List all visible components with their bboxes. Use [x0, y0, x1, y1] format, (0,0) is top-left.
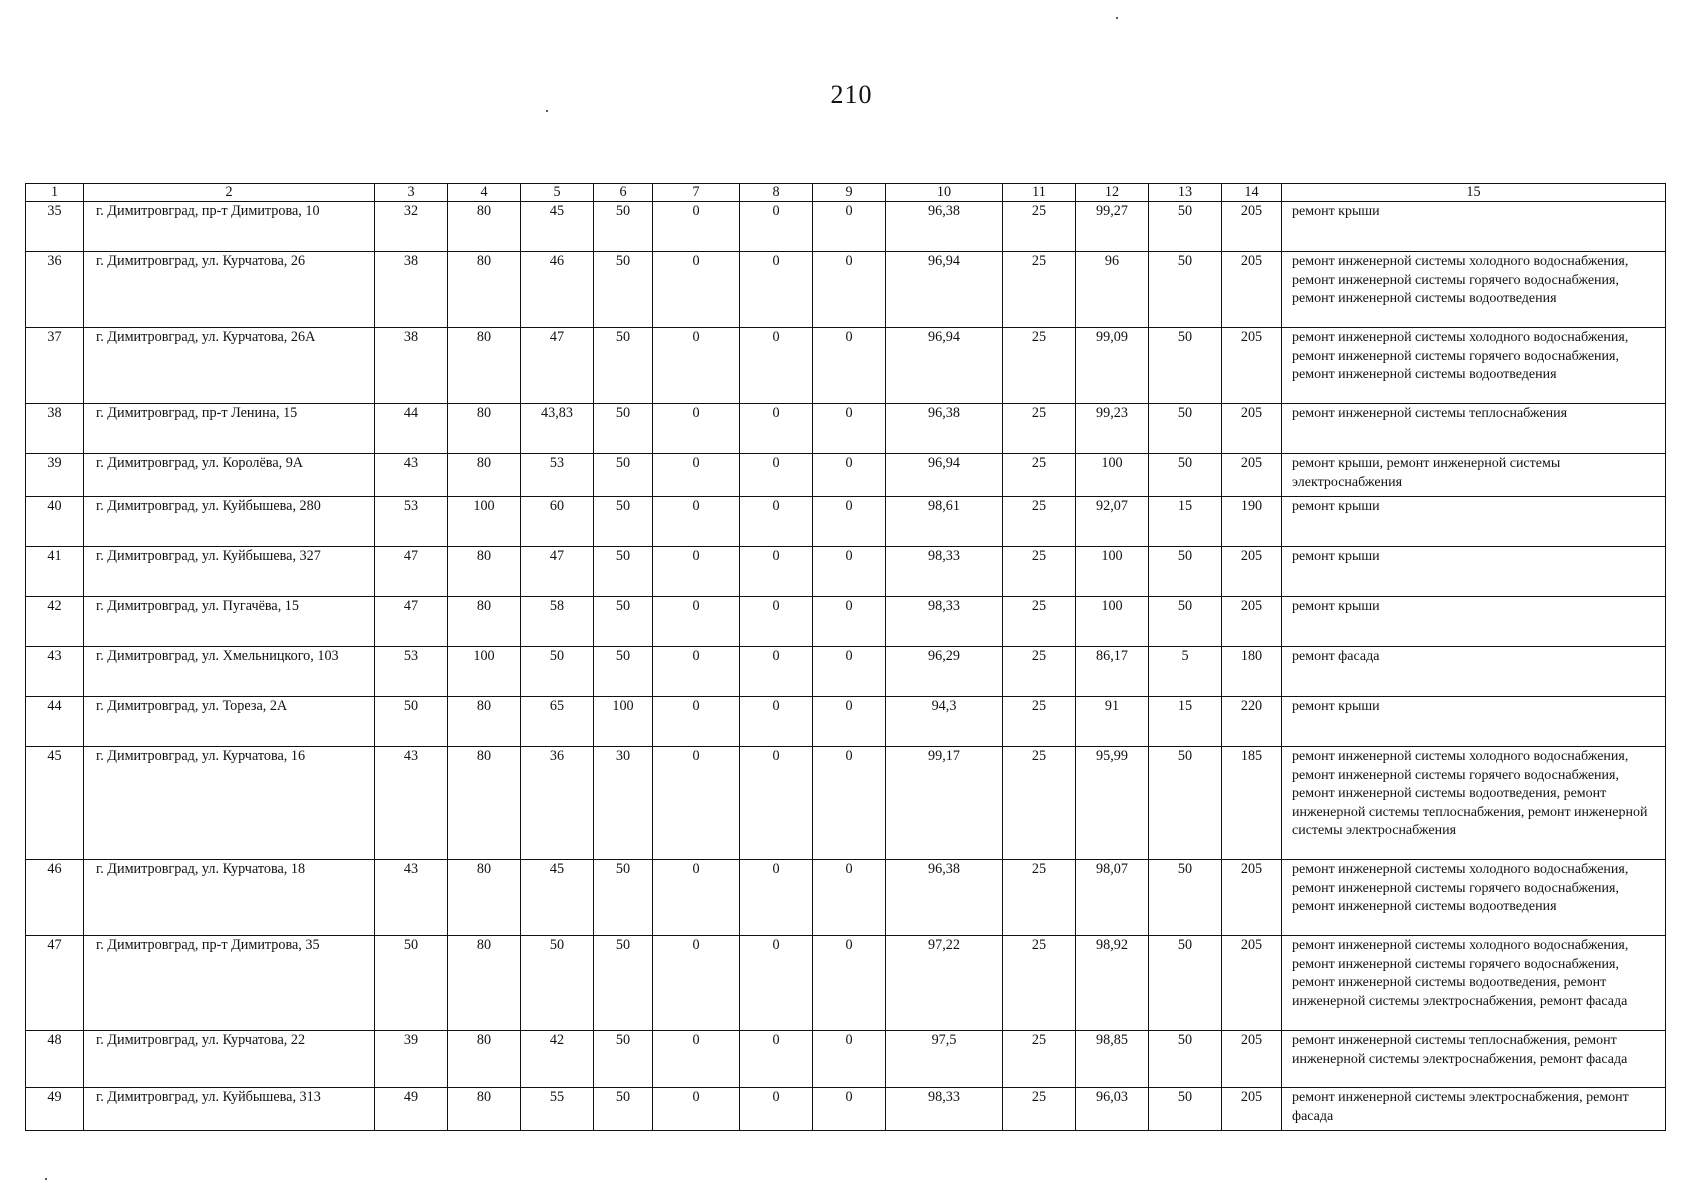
value-cell: 50: [594, 647, 653, 697]
value-cell: 50: [594, 497, 653, 547]
value-cell: 80: [448, 547, 521, 597]
value-cell: 0: [740, 647, 813, 697]
value-cell: 96,94: [886, 454, 1003, 497]
column-header: 14: [1222, 184, 1282, 202]
works-cell: ремонт крыши: [1282, 497, 1666, 547]
value-cell: 0: [813, 404, 886, 454]
value-cell: 50: [594, 328, 653, 404]
table-header: [26, 184, 1666, 202]
address-cell: г. Димитровград, ул. Курчатова, 18: [84, 860, 375, 936]
address-cell: г. Димитровград, ул. Курчатова, 16: [84, 747, 375, 860]
value-cell: 50: [594, 936, 653, 1031]
value-cell: 50: [594, 547, 653, 597]
value-cell: 100: [1076, 454, 1149, 497]
works-cell: ремонт крыши, ремонт инженерной системы электроснабжения: [1282, 454, 1666, 497]
value-cell: 98,33: [886, 597, 1003, 647]
scan-speck: [546, 110, 548, 112]
total-cell: 180: [1222, 647, 1282, 697]
row-number: 42: [26, 597, 84, 647]
value-cell: 47: [521, 547, 594, 597]
value-cell: 99,23: [1076, 404, 1149, 454]
value-cell: 0: [653, 497, 740, 547]
value-cell: 98,92: [1076, 936, 1149, 1031]
value-cell: 0: [813, 747, 886, 860]
value-cell: 43: [375, 747, 448, 860]
works-cell: ремонт крыши: [1282, 202, 1666, 252]
row-number: 35: [26, 202, 84, 252]
row-number: 38: [26, 404, 84, 454]
value-cell: 50: [1149, 454, 1222, 497]
value-cell: 92,07: [1076, 497, 1149, 547]
address-cell: г. Димитровград, ул. Тореза, 2А: [84, 697, 375, 747]
value-cell: 25: [1003, 454, 1076, 497]
value-cell: 25: [1003, 404, 1076, 454]
total-cell: 205: [1222, 328, 1282, 404]
value-cell: 0: [740, 328, 813, 404]
value-cell: 0: [813, 1088, 886, 1131]
value-cell: 80: [448, 202, 521, 252]
value-cell: 0: [653, 252, 740, 328]
value-cell: 98,33: [886, 1088, 1003, 1131]
value-cell: 0: [740, 202, 813, 252]
value-cell: 96: [1076, 252, 1149, 328]
table-row: [26, 936, 1666, 1031]
works-cell: ремонт инженерной системы теплоснабжения, ремонт инженерной системы электроснабжения, ремонт фасада: [1282, 1031, 1666, 1088]
table-row: [26, 547, 1666, 597]
value-cell: 100: [448, 647, 521, 697]
row-number: 46: [26, 860, 84, 936]
value-cell: 0: [813, 597, 886, 647]
value-cell: 98,33: [886, 547, 1003, 597]
value-cell: 50: [1149, 747, 1222, 860]
value-cell: 50: [375, 697, 448, 747]
value-cell: 50: [1149, 1031, 1222, 1088]
table-row: [26, 252, 1666, 328]
row-number: 40: [26, 497, 84, 547]
value-cell: 0: [653, 328, 740, 404]
value-cell: 58: [521, 597, 594, 647]
total-cell: 205: [1222, 1088, 1282, 1131]
row-number: 48: [26, 1031, 84, 1088]
value-cell: 47: [375, 597, 448, 647]
row-number: 43: [26, 647, 84, 697]
value-cell: 98,85: [1076, 1031, 1149, 1088]
works-cell: ремонт инженерной системы холодного водоснабжения, ремонт инженерной системы горячего водоснабжения, ремонт инженерной системы водоотведения: [1282, 860, 1666, 936]
value-cell: 80: [448, 747, 521, 860]
value-cell: 96,38: [886, 404, 1003, 454]
total-cell: 205: [1222, 936, 1282, 1031]
column-header: 8: [740, 184, 813, 202]
value-cell: 0: [653, 547, 740, 597]
total-cell: 205: [1222, 202, 1282, 252]
table-row: [26, 747, 1666, 860]
total-cell: 205: [1222, 547, 1282, 597]
register-table: [25, 183, 1666, 1131]
value-cell: 80: [448, 1088, 521, 1131]
value-cell: 99,17: [886, 747, 1003, 860]
works-cell: ремонт крыши: [1282, 697, 1666, 747]
value-cell: 0: [653, 860, 740, 936]
total-cell: 205: [1222, 597, 1282, 647]
row-number: 49: [26, 1088, 84, 1131]
row-number: 41: [26, 547, 84, 597]
value-cell: 0: [740, 860, 813, 936]
value-cell: 44: [375, 404, 448, 454]
value-cell: 50: [1149, 328, 1222, 404]
value-cell: 0: [653, 202, 740, 252]
value-cell: 0: [740, 597, 813, 647]
value-cell: 65: [521, 697, 594, 747]
value-cell: 53: [521, 454, 594, 497]
address-cell: г. Димитровград, ул. Куйбышева, 280: [84, 497, 375, 547]
address-cell: г. Димитровград, пр-т Ленина, 15: [84, 404, 375, 454]
value-cell: 32: [375, 202, 448, 252]
column-header: 6: [594, 184, 653, 202]
value-cell: 15: [1149, 497, 1222, 547]
works-cell: ремонт инженерной системы холодного водоснабжения, ремонт инженерной системы горячего водоснабжения, ремонт инженерной системы водоотведения, ремонт инженерной системы теплоснабжения, ремонт инженерной системы электроснабжения: [1282, 747, 1666, 860]
value-cell: 80: [448, 328, 521, 404]
value-cell: 98,07: [1076, 860, 1149, 936]
value-cell: 0: [813, 697, 886, 747]
value-cell: 0: [653, 1031, 740, 1088]
table-row: [26, 404, 1666, 454]
value-cell: 47: [375, 547, 448, 597]
column-header: 7: [653, 184, 740, 202]
table-row: [26, 597, 1666, 647]
total-cell: 205: [1222, 404, 1282, 454]
value-cell: 50: [521, 647, 594, 697]
total-cell: 190: [1222, 497, 1282, 547]
value-cell: 49: [375, 1088, 448, 1131]
value-cell: 53: [375, 647, 448, 697]
value-cell: 98,61: [886, 497, 1003, 547]
column-header: 10: [886, 184, 1003, 202]
row-number: 39: [26, 454, 84, 497]
value-cell: 0: [653, 454, 740, 497]
page-number: 210: [830, 80, 873, 109]
value-cell: 100: [448, 497, 521, 547]
value-cell: 50: [594, 454, 653, 497]
value-cell: 50: [1149, 404, 1222, 454]
value-cell: 0: [740, 404, 813, 454]
value-cell: 15: [1149, 697, 1222, 747]
column-header: 9: [813, 184, 886, 202]
works-cell: ремонт инженерной системы холодного водоснабжения, ремонт инженерной системы горячего водоснабжения, ремонт инженерной системы водоотведения: [1282, 252, 1666, 328]
value-cell: 0: [740, 747, 813, 860]
address-cell: г. Димитровград, ул. Курчатова, 26А: [84, 328, 375, 404]
works-cell: ремонт крыши: [1282, 547, 1666, 597]
value-cell: 80: [448, 936, 521, 1031]
value-cell: 25: [1003, 547, 1076, 597]
row-number: 45: [26, 747, 84, 860]
value-cell: 25: [1003, 860, 1076, 936]
total-cell: 205: [1222, 860, 1282, 936]
address-cell: г. Димитровград, ул. Королёва, 9А: [84, 454, 375, 497]
column-header: 12: [1076, 184, 1149, 202]
value-cell: 0: [813, 252, 886, 328]
table-row: [26, 1088, 1666, 1131]
value-cell: 0: [740, 454, 813, 497]
value-cell: 0: [653, 404, 740, 454]
value-cell: 96,94: [886, 328, 1003, 404]
value-cell: 0: [740, 1088, 813, 1131]
value-cell: 50: [594, 404, 653, 454]
column-header: 13: [1149, 184, 1222, 202]
column-number-row: [26, 184, 1666, 202]
value-cell: 0: [813, 328, 886, 404]
works-cell: ремонт фасада: [1282, 647, 1666, 697]
table-body: [26, 202, 1666, 1131]
value-cell: 0: [813, 860, 886, 936]
works-cell: ремонт крыши: [1282, 597, 1666, 647]
value-cell: 5: [1149, 647, 1222, 697]
works-cell: ремонт инженерной системы электроснабжения, ремонт фасада: [1282, 1088, 1666, 1131]
value-cell: 50: [594, 597, 653, 647]
value-cell: 80: [448, 404, 521, 454]
value-cell: 25: [1003, 328, 1076, 404]
total-cell: 220: [1222, 697, 1282, 747]
value-cell: 25: [1003, 1088, 1076, 1131]
value-cell: 50: [594, 860, 653, 936]
value-cell: 0: [813, 647, 886, 697]
value-cell: 0: [813, 454, 886, 497]
value-cell: 100: [1076, 597, 1149, 647]
value-cell: 0: [740, 497, 813, 547]
value-cell: 0: [653, 747, 740, 860]
value-cell: 0: [740, 697, 813, 747]
table-row: [26, 647, 1666, 697]
value-cell: 86,17: [1076, 647, 1149, 697]
value-cell: 25: [1003, 647, 1076, 697]
scan-speck: [45, 1178, 47, 1180]
value-cell: 60: [521, 497, 594, 547]
value-cell: 36: [521, 747, 594, 860]
address-cell: г. Димитровград, ул. Курчатова, 26: [84, 252, 375, 328]
value-cell: 0: [740, 936, 813, 1031]
works-cell: ремонт инженерной системы холодного водоснабжения, ремонт инженерной системы горячего водоснабжения, ремонт инженерной системы водоотведения, ремонт инженерной системы электроснабжения, ремонт фасада: [1282, 936, 1666, 1031]
value-cell: 25: [1003, 202, 1076, 252]
value-cell: 39: [375, 1031, 448, 1088]
column-header: 4: [448, 184, 521, 202]
value-cell: 50: [1149, 202, 1222, 252]
value-cell: 30: [594, 747, 653, 860]
value-cell: 50: [521, 936, 594, 1031]
value-cell: 94,3: [886, 697, 1003, 747]
column-header: 5: [521, 184, 594, 202]
works-cell: ремонт инженерной системы теплоснабжения: [1282, 404, 1666, 454]
value-cell: 0: [813, 547, 886, 597]
value-cell: 25: [1003, 497, 1076, 547]
total-cell: 205: [1222, 252, 1282, 328]
column-header: 1: [26, 184, 84, 202]
value-cell: 0: [653, 1088, 740, 1131]
value-cell: 25: [1003, 597, 1076, 647]
value-cell: 96,38: [886, 860, 1003, 936]
value-cell: 50: [1149, 252, 1222, 328]
value-cell: 99,09: [1076, 328, 1149, 404]
value-cell: 96,29: [886, 647, 1003, 697]
value-cell: 0: [653, 936, 740, 1031]
address-cell: г. Димитровград, ул. Курчатова, 22: [84, 1031, 375, 1088]
value-cell: 0: [813, 202, 886, 252]
value-cell: 80: [448, 1031, 521, 1088]
value-cell: 0: [813, 936, 886, 1031]
value-cell: 46: [521, 252, 594, 328]
value-cell: 50: [375, 936, 448, 1031]
value-cell: 80: [448, 697, 521, 747]
value-cell: 80: [448, 597, 521, 647]
table-row: [26, 697, 1666, 747]
value-cell: 99,27: [1076, 202, 1149, 252]
table-row: [26, 497, 1666, 547]
value-cell: 38: [375, 328, 448, 404]
value-cell: 100: [1076, 547, 1149, 597]
value-cell: 53: [375, 497, 448, 547]
address-cell: г. Димитровград, ул. Куйбышева, 327: [84, 547, 375, 597]
value-cell: 43,83: [521, 404, 594, 454]
value-cell: 25: [1003, 936, 1076, 1031]
value-cell: 80: [448, 860, 521, 936]
address-cell: г. Димитровград, пр-т Димитрова, 35: [84, 936, 375, 1031]
total-cell: 205: [1222, 1031, 1282, 1088]
value-cell: 0: [740, 1031, 813, 1088]
value-cell: 95,99: [1076, 747, 1149, 860]
value-cell: 0: [653, 647, 740, 697]
value-cell: 25: [1003, 747, 1076, 860]
value-cell: 50: [1149, 547, 1222, 597]
row-number: 47: [26, 936, 84, 1031]
value-cell: 91: [1076, 697, 1149, 747]
table-row: [26, 454, 1666, 497]
value-cell: 50: [1149, 1088, 1222, 1131]
value-cell: 50: [1149, 597, 1222, 647]
column-header: 15: [1282, 184, 1666, 202]
value-cell: 0: [740, 547, 813, 597]
address-cell: г. Димитровград, пр-т Димитрова, 10: [84, 202, 375, 252]
column-header: 2: [84, 184, 375, 202]
scan-speck: [1116, 17, 1118, 19]
column-header: 3: [375, 184, 448, 202]
table-row: [26, 328, 1666, 404]
value-cell: 80: [448, 454, 521, 497]
value-cell: 50: [1149, 860, 1222, 936]
table-row: [26, 1031, 1666, 1088]
value-cell: 25: [1003, 697, 1076, 747]
row-number: 37: [26, 328, 84, 404]
value-cell: 25: [1003, 252, 1076, 328]
value-cell: 97,5: [886, 1031, 1003, 1088]
value-cell: 42: [521, 1031, 594, 1088]
value-cell: 45: [521, 860, 594, 936]
value-cell: 0: [813, 497, 886, 547]
address-cell: г. Димитровград, ул. Хмельницкого, 103: [84, 647, 375, 697]
value-cell: 100: [594, 697, 653, 747]
value-cell: 0: [653, 597, 740, 647]
value-cell: 50: [1149, 936, 1222, 1031]
value-cell: 0: [813, 1031, 886, 1088]
value-cell: 43: [375, 860, 448, 936]
value-cell: 45: [521, 202, 594, 252]
works-cell: ремонт инженерной системы холодного водоснабжения, ремонт инженерной системы горячего водоснабжения, ремонт инженерной системы водоотведения: [1282, 328, 1666, 404]
value-cell: 38: [375, 252, 448, 328]
value-cell: 50: [594, 202, 653, 252]
value-cell: 43: [375, 454, 448, 497]
table-row: [26, 202, 1666, 252]
value-cell: 0: [653, 697, 740, 747]
row-number: 36: [26, 252, 84, 328]
value-cell: 55: [521, 1088, 594, 1131]
value-cell: 50: [594, 252, 653, 328]
value-cell: 25: [1003, 1031, 1076, 1088]
value-cell: 97,22: [886, 936, 1003, 1031]
value-cell: 0: [740, 252, 813, 328]
row-number: 44: [26, 697, 84, 747]
value-cell: 96,03: [1076, 1088, 1149, 1131]
value-cell: 80: [448, 252, 521, 328]
address-cell: г. Димитровград, ул. Пугачёва, 15: [84, 597, 375, 647]
value-cell: 50: [594, 1088, 653, 1131]
value-cell: 96,38: [886, 202, 1003, 252]
value-cell: 96,94: [886, 252, 1003, 328]
total-cell: 185: [1222, 747, 1282, 860]
value-cell: 47: [521, 328, 594, 404]
total-cell: 205: [1222, 454, 1282, 497]
address-cell: г. Димитровград, ул. Куйбышева, 313: [84, 1088, 375, 1131]
table-row: [26, 860, 1666, 936]
column-header: 11: [1003, 184, 1076, 202]
value-cell: 50: [594, 1031, 653, 1088]
